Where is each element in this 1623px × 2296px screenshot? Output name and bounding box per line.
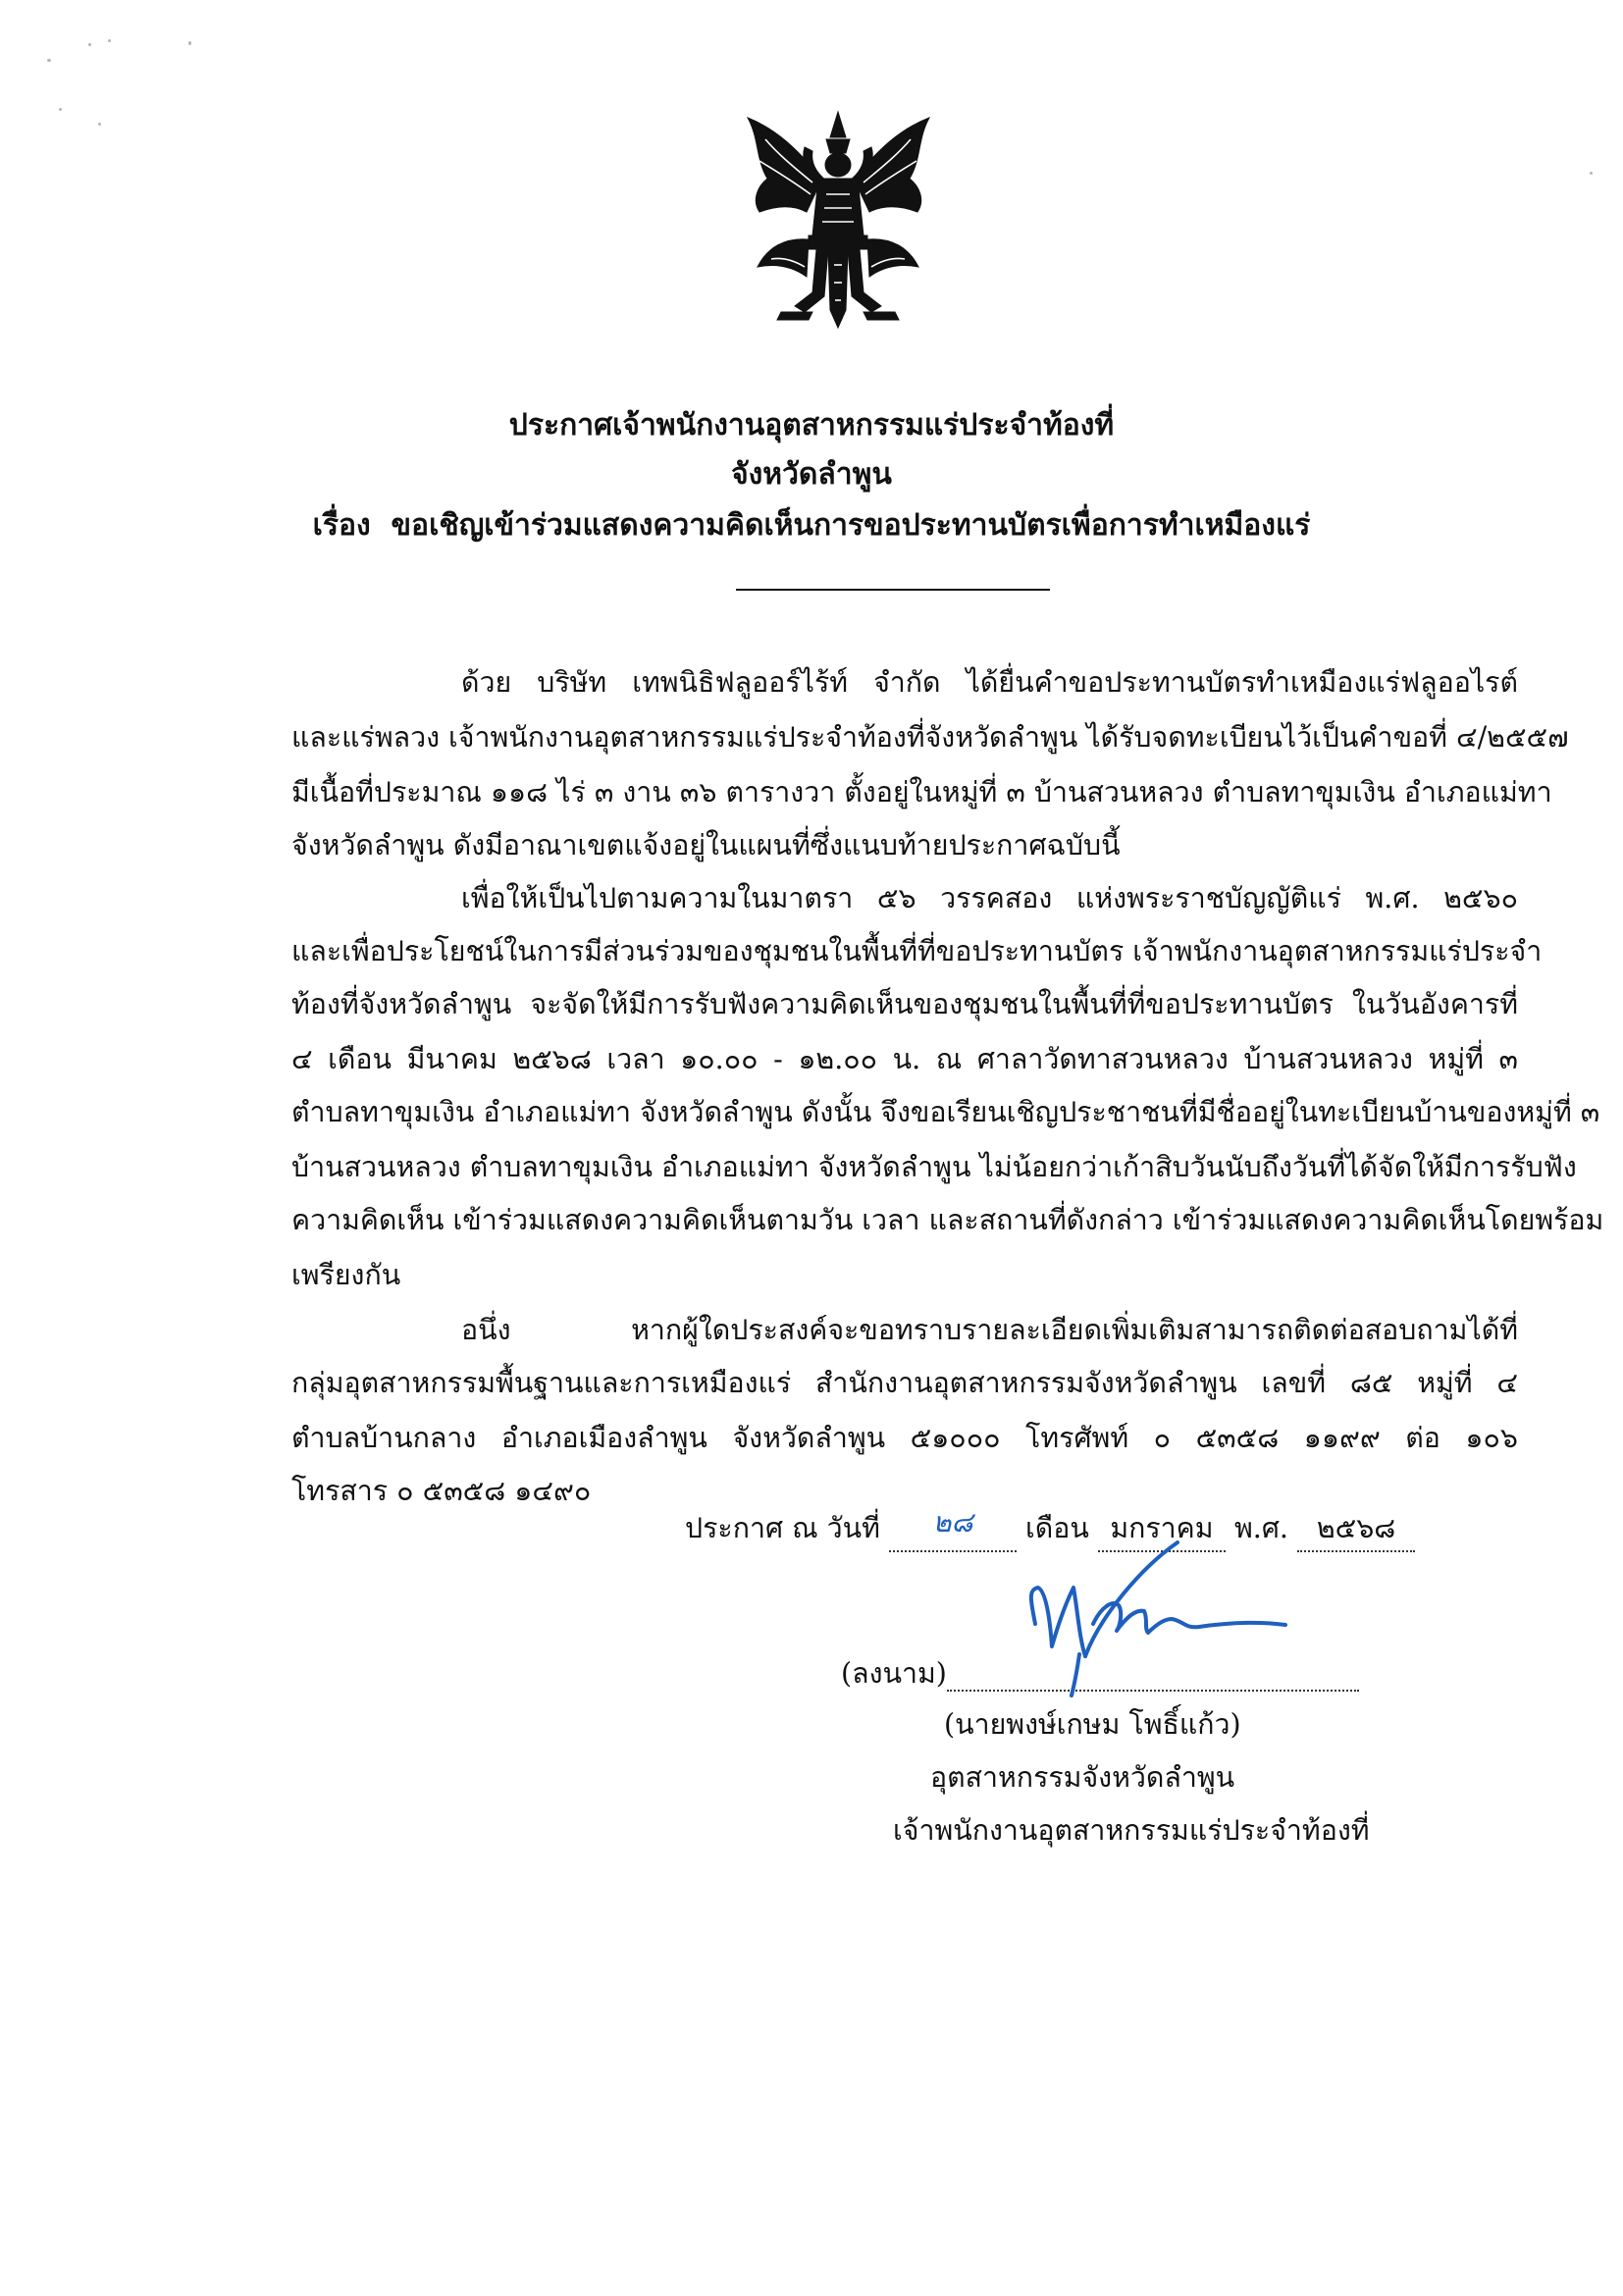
body-line-15: ตำบลบ้านกลาง อำเภอเมืองลำพูน จังหวัดลำพูน ๕๑๐๐๐ โทรศัพท์ ๐ ๕๓๕๘ ๑๑๙๙ ต่อ ๑๐๖ bbox=[291, 1422, 1518, 1454]
subject-label: เรื่อง bbox=[312, 508, 371, 543]
signed-label: (ลงนาม) bbox=[841, 1657, 947, 1690]
body-line-16: โทรสาร ๐ ๕๓๕๘ ๑๔๙๐ bbox=[291, 1475, 592, 1507]
body-line-4: จังหวัดลำพูน ดังมีอาณาเขตแจ้งอยู่ในแผนที่ซึ่งแนบท้ายประกาศฉบับนี้ bbox=[291, 829, 1121, 861]
body-line-10: บ้านสวนหลวง ตำบลทาขุมเงิน อำเภอแม่ทา จังหวัดลำพูน ไม่น้อยกว่าเก้าสิบวันนับถึงวันที่ได้จัดให้มีการรับฟัง bbox=[291, 1151, 1577, 1183]
scan-speck bbox=[88, 43, 91, 46]
scan-speck bbox=[47, 59, 51, 62]
body-line-11: ความคิดเห็น เข้าร่วมแสดงความคิดเห็นตามวัน เวลา และสถานที่ดังกล่าว เข้าร่วมแสดงความคิดเห็นโดยพร้อม bbox=[291, 1204, 1604, 1236]
body-line-9: ตำบลทาขุมเงิน อำเภอแม่ทา จังหวัดลำพูน ดังนั้น จึงขอเรียนเชิญประชาชนที่มีชื่ออยู่ในทะเบียนบ้านของหมู่ที่ ๓ bbox=[291, 1096, 1600, 1128]
garuda-emblem-icon bbox=[738, 110, 939, 336]
announce-year-label: พ.ศ. bbox=[1234, 1512, 1288, 1544]
announce-month: มกราคม bbox=[1110, 1512, 1214, 1544]
body-line-3: มีเนื้อที่ประมาณ ๑๑๘ ไร่ ๓ งาน ๓๖ ตารางวา ตั้งอยู่ในหมู่ที่ ๓ บ้านสวนหลวง ตำบลทาขุมเงิน อำเภอแม่ทา bbox=[291, 776, 1552, 809]
scan-speck bbox=[59, 108, 62, 111]
heading-line-1: ประกาศเจ้าพนักงานอุตสาหกรรมแร่ประจำท้องที่ bbox=[508, 408, 1115, 443]
signer-position-2: เจ้าพนักงานอุตสาหกรรมแร่ประจำท้องที่ bbox=[893, 1814, 1370, 1847]
announce-year: ๒๕๖๘ bbox=[1316, 1512, 1396, 1544]
body-line-5: เพื่อให้เป็นไปตามความในมาตรา ๕๖ วรรคสอง แห่งพระราชบัญญัติแร่ พ.ศ. ๒๕๖๐ bbox=[461, 882, 1518, 914]
signer-name: (นายพงษ์เกษม โพธิ์แก้ว) bbox=[944, 1708, 1241, 1741]
body-line-12: เพรียงกัน bbox=[291, 1259, 401, 1291]
announce-day: ๒๘ bbox=[932, 1506, 973, 1539]
body-line-14: กลุ่มอุตสาหกรรมพื้นฐานและการเหมืองแร่ สำนักงานอุตสาหกรรมจังหวัดลำพูน เลขที่ ๘๕ หมู่ที่ ๔ bbox=[291, 1367, 1518, 1399]
announce-prefix: ประกาศ ณ วันที่ bbox=[685, 1512, 880, 1544]
subject-line bbox=[294, 502, 1329, 548]
body-line-6: และเพื่อประโยชน์ในการมีส่วนร่วมของชุมชนในพื้นที่ที่ขอประทานบัตร เจ้าพนักงานอุตสาหกรรมแร่ประจำ bbox=[291, 935, 1543, 967]
subject-text: ขอเชิญเข้าร่วมแสดงความคิดเห็นการขอประทานบัตรเพื่อการทำเหมืองแร่ bbox=[391, 508, 1311, 543]
scan-speck bbox=[1590, 172, 1593, 175]
body-line-13: อนึ่ง หากผู้ใดประสงค์จะขอทราบรายละเอียดเพิ่มเติมสามารถติดต่อสอบถามได้ที่ bbox=[461, 1314, 1518, 1346]
announce-month-label: เดือน bbox=[1025, 1512, 1089, 1544]
body-line-8: ๔ เดือน มีนาคม ๒๕๖๘ เวลา ๑๐.๐๐ - ๑๒.๐๐ น. ณ ศาลาวัดทาสวนหลวง บ้านสวนหลวง หมู่ที่ ๓ bbox=[291, 1043, 1518, 1075]
heading-line-2: จังหวัดลำพูน bbox=[731, 457, 892, 492]
title-underline bbox=[736, 589, 1050, 591]
body-line-7: ท้องที่จังหวัดลำพูน จะจัดให้มีการรับฟังความคิดเห็นของชุมชนในพื้นที่ที่ขอประทานบัตร ในวันอังคารที่ bbox=[291, 988, 1518, 1020]
signer-position-1: อุตสาหกรรมจังหวัดลำพูน bbox=[930, 1761, 1235, 1794]
handwritten-signature-icon bbox=[991, 1531, 1315, 1697]
announce-year-field bbox=[1297, 1505, 1415, 1552]
scan-speck bbox=[98, 123, 101, 126]
scan-speck bbox=[108, 39, 111, 42]
body-line-1: ด้วย บริษัท เทพนิธิฟลูออร์ไร้ท์ จำกัด ได้ยื่นคำขอประทานบัตรทำเหมืองแร่ฟลูออไรต์ bbox=[461, 666, 1518, 699]
scan-speck bbox=[188, 41, 191, 45]
body-line-2: และแร่พลวง เจ้าพนักงานอุตสาหกรรมแร่ประจำท้องที่จังหวัดลำพูน ได้รับจดทะเบียนไว้เป็นคำขอที่ ๔/๒๕๕๗ bbox=[291, 721, 1569, 754]
